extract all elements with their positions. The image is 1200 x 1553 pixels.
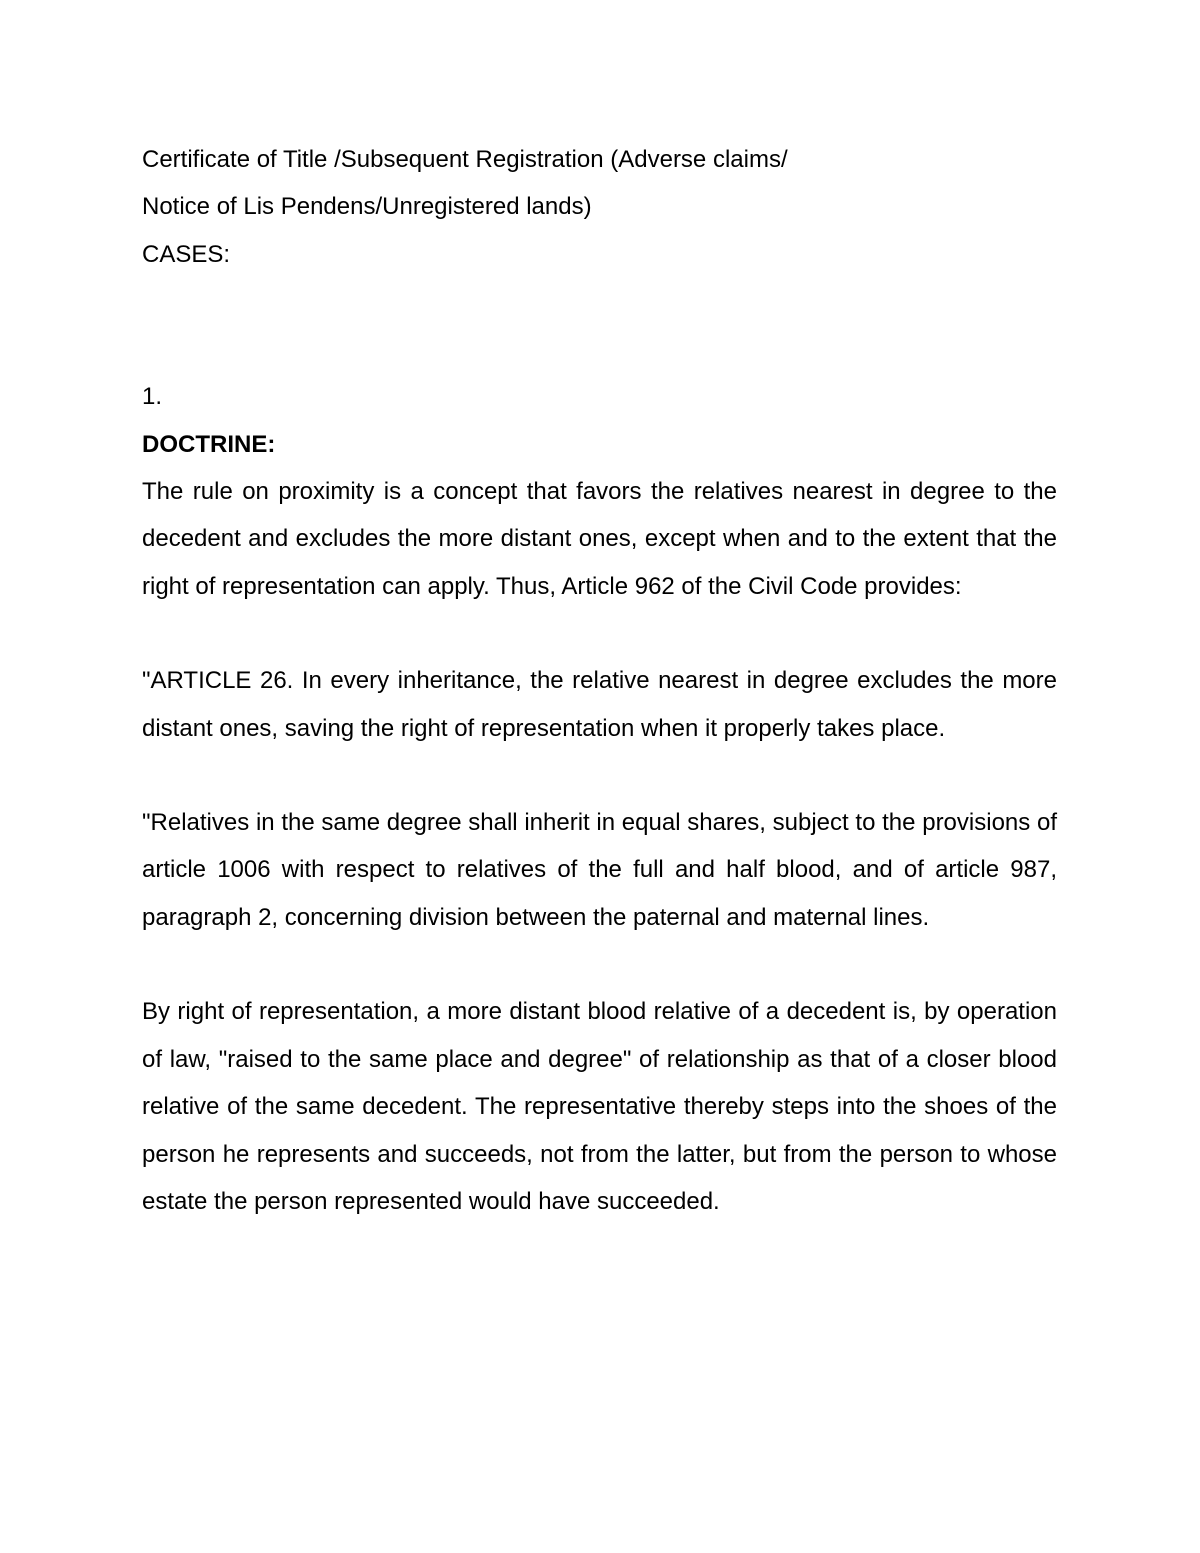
paragraph-gap (142, 752, 1057, 799)
document-body (142, 136, 1057, 1225)
representation-paragraph: By right of representation, a more distant blood relative of a decedent is, by operation of law, "raised to the same place and degree" of relationship as that of a closer blood relative of the same decedent. The representative thereby steps into the shoes of the person he represents and succeeds, not from the latter, but from the person to whose estate the person represented would have succeeded. (142, 998, 1057, 1215)
cases-label: CASES: (142, 240, 231, 268)
document-title-line-1: Certificate of Title /Subsequent Registration (Adverse claims/ (142, 146, 788, 173)
paragraph-gap (142, 941, 1057, 988)
paragraph-gap (142, 610, 1057, 657)
document-title-line-2: Notice of Lis Pendens/Unregistered lands) (142, 193, 592, 221)
vertical-spacer (142, 278, 1057, 373)
doctrine-paragraph-1: The rule on proximity is a concept that favors the relatives nearest in degree to the decedent and excludes the more distant ones, except when and to the extent that the right of representation can apply. Thus, Article 962 of the Civil Code provides: (142, 478, 1057, 600)
article-quote-paragraph: "ARTICLE 26. In every inheritance, the relative nearest in degree excludes the more distant ones, saving the right of representation when it properly takes place. (142, 667, 1057, 742)
relatives-quote-paragraph: "Relatives in the same degree shall inherit in equal shares, subject to the provisions of article 1006 with respect to relatives of the full and half blood, and of article 987, paragraph 2, concerning division between the paternal and maternal lines. (142, 809, 1057, 931)
doctrine-heading: DOCTRINE: (142, 430, 276, 458)
case-number: 1. (142, 383, 163, 411)
